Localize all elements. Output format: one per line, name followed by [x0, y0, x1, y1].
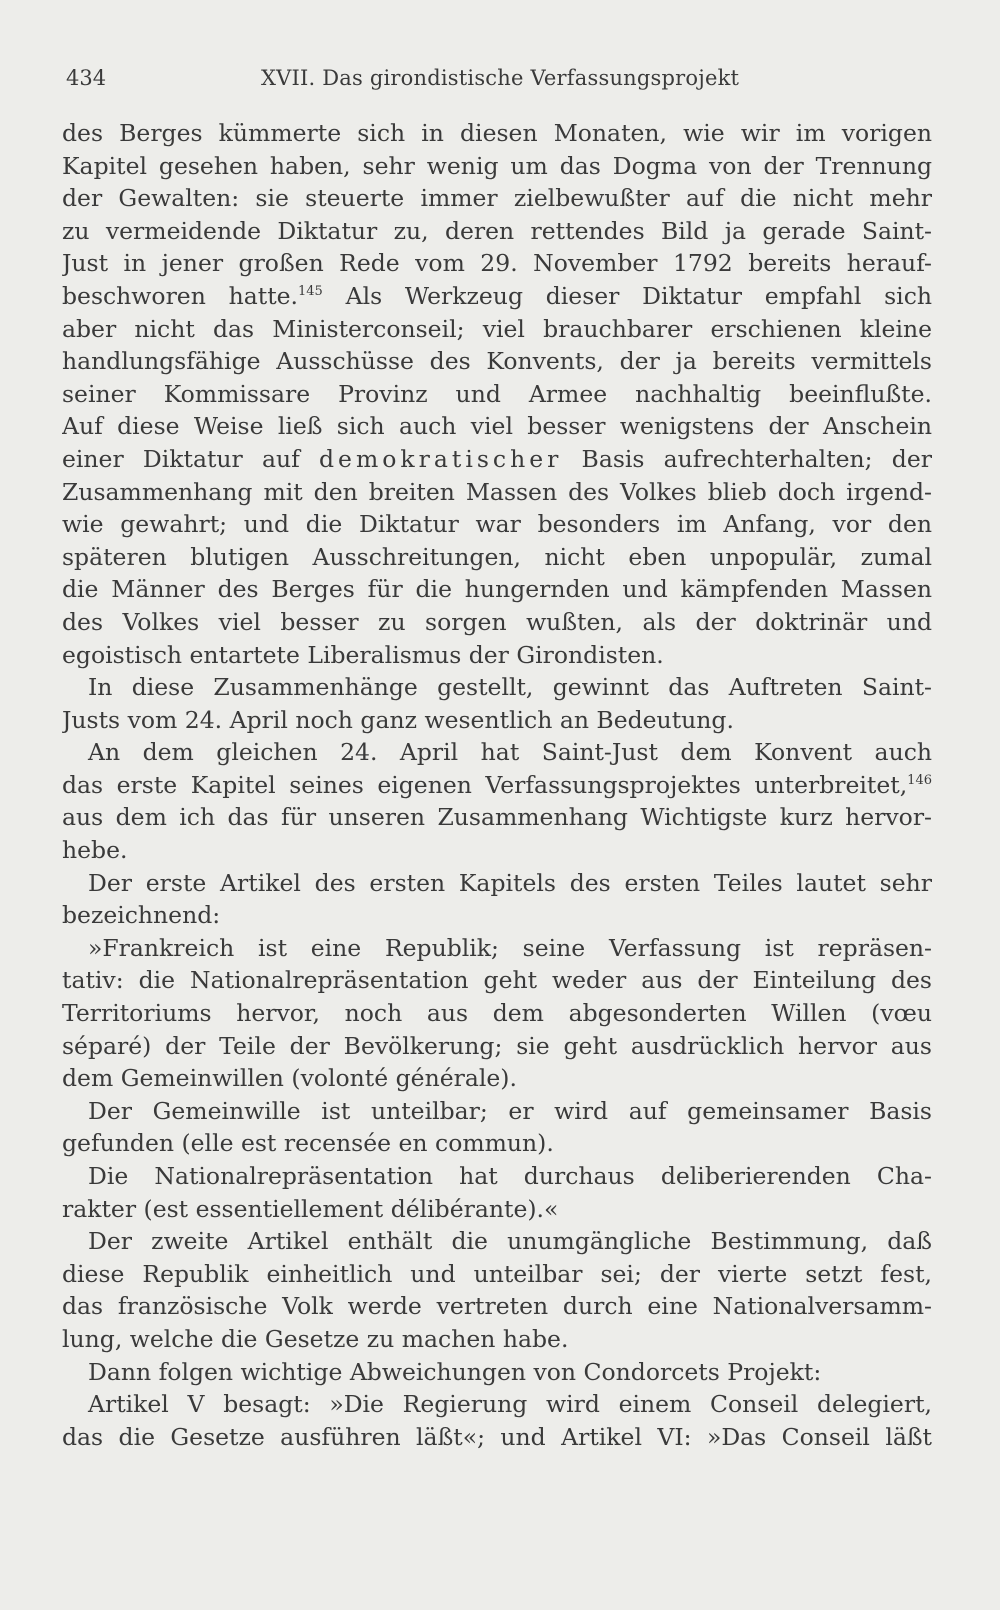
text-line: lung, welche die Gesetze zu machen habe. — [62, 1324, 569, 1353]
text-line: seiner Kommissare Provinz und Armee nachhaltig beeinflußte. — [62, 379, 932, 408]
footnote-ref-145: 145 — [298, 283, 323, 299]
text-line: späteren blutigen Ausschreitungen, nicht eben unpopulär, zumal — [62, 542, 932, 571]
text-line: des Volkes viel besser zu sorgen wußten, als der doktrinär und — [62, 607, 932, 636]
text-line: Der Gemeinwille ist unteilbar; er wird auf gemeinsamer Basis — [88, 1096, 932, 1125]
running-header — [66, 62, 936, 94]
text-line: wie gewahrt; und die Diktatur war besonders im Anfang, vor den — [62, 510, 932, 539]
text-line: handlungsfähige Ausschüsse des Konvents, der ja bereits vermittels — [62, 347, 932, 376]
text-line: An dem gleichen 24. April hat Saint-Just dem Konvent auch — [88, 738, 932, 767]
text-line: séparé) der Teile der Bevölkerung; sie geht ausdrücklich hervor aus — [62, 1031, 932, 1060]
text-line: aber nicht das Ministerconseil; viel brauchbarer erschienen kleine — [62, 314, 932, 343]
text-line: diese Republik einheitlich und unteilbar sei; der vierte setzt fest, — [62, 1259, 932, 1288]
text-line: Die Nationalrepräsentation hat durchaus deliberierenden Cha- — [88, 1162, 932, 1190]
text-line: Artikel V besagt: »Die Regierung wird einem Conseil delegiert, — [88, 1390, 932, 1419]
text-line — [62, 769, 932, 802]
text-line: egoistisch entartete Liberalismus der Girondisten. — [62, 640, 664, 669]
text-line: die Männer des Berges für die hungernden und kämpfenden Massen — [62, 575, 932, 604]
text-line: der Gewalten: sie steuerte immer zielbewußter auf die nicht mehr — [62, 184, 932, 213]
text-line: Der zweite Artikel enthält die unumgängliche Bestimmung, daß — [88, 1227, 932, 1256]
page-number: 434 — [66, 66, 107, 90]
text-line: Territoriums hervor, noch aus dem abgesonderten Willen (vœu — [62, 999, 932, 1028]
text-line: Zusammenhang mit den breiten Massen des Volkes blieb doch irgend- — [62, 477, 932, 506]
text-line: bezeichnend: — [62, 901, 221, 930]
text-line: zu vermeidende Diktatur zu, deren rettendes Bild ja gerade Saint- — [62, 216, 932, 245]
text-line: aus dem ich das für unseren Zusammenhang Wichtigste kurz hervor- — [62, 803, 932, 832]
text-line: hebe. — [62, 836, 128, 865]
text-segment: Basis aufrechterhalten; der — [562, 444, 932, 473]
running-header-title: XVII. Das girondistische Verfassungsprojekt — [261, 66, 740, 90]
footnote-ref-146: 146 — [907, 772, 932, 788]
text-line: Der erste Artikel des ersten Kapitels des ersten Teiles lautet sehr — [88, 868, 932, 897]
text-line: gefunden (elle est recensée en commun). — [62, 1129, 554, 1158]
text-line: dem Gemeinwillen (volonté générale). — [62, 1064, 517, 1093]
text-line: Dann folgen wichtige Abweichungen von Condorcets Projekt: — [88, 1357, 822, 1386]
emphasized-word: demokratischer — [319, 444, 563, 473]
text-segment: das erste Kapitel seines eigenen Verfassungsprojektes unterbreitet, — [62, 770, 908, 799]
text-line: tativ: die Nationalrepräsentation geht weder aus der Einteilung des — [62, 966, 932, 995]
text-line: Just in jener großen Rede vom 29. November 1792 bereits herauf- — [62, 249, 932, 278]
text-line: Kapitel gesehen haben, sehr wenig um das Dogma von der Trennung — [62, 151, 932, 180]
text-line: das die Gesetze ausführen läßt«; und Artikel VI: »Das Conseil läßt — [62, 1422, 932, 1451]
body-text — [62, 117, 932, 1453]
text-line: des Berges kümmerte sich in diesen Monaten, wie wir im vorigen — [62, 119, 932, 147]
text-line — [62, 443, 932, 476]
text-line: In diese Zusammenhänge gestellt, gewinnt das Auftreten Saint- — [88, 673, 932, 702]
text-segment: beschworen hatte. — [62, 281, 299, 310]
text-segment: einer Diktatur auf — [62, 444, 320, 473]
text-line: Auf diese Weise ließ sich auch viel besser wenigstens der Anschein — [62, 412, 932, 441]
text-line: »Frankreich ist eine Republik; seine Verfassung ist repräsen- — [88, 933, 932, 962]
text-line: das französische Volk werde vertreten durch eine Nationalversamm- — [62, 1292, 932, 1321]
text-segment: Als Werkzeug dieser Diktatur empfahl sich — [322, 281, 932, 310]
text-line — [62, 280, 932, 313]
text-line: Justs vom 24. April noch ganz wesentlich an Bedeutung. — [62, 705, 734, 734]
text-line: rakter (est essentiellement délibérante).« — [62, 1194, 559, 1223]
